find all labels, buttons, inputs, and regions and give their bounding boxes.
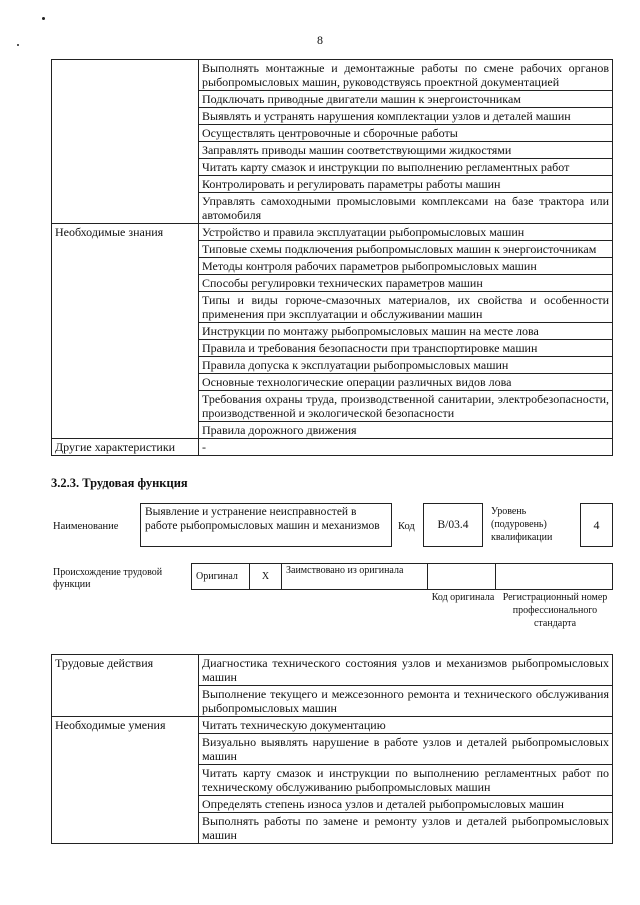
list-item: Читать карту смазок и инструкции по выполнению регламентных работ по техническому обслуживанию рыбопромысловых машин bbox=[199, 765, 612, 796]
borrowed-label: Заимствовано из оригинала bbox=[282, 564, 428, 589]
list-item: Устройство и правила эксплуатации рыбопромысловых машин bbox=[199, 224, 612, 241]
list-item: Выявлять и устранять нарушения комплектации узлов и деталей машин bbox=[199, 108, 612, 125]
original-code-cell bbox=[428, 564, 496, 589]
list-item: Подключать приводные двигатели машин к энергоисточникам bbox=[199, 91, 612, 108]
list-item: Читать техническую документацию bbox=[199, 717, 612, 734]
list-item: Заправлять приводы машин соответствующими жидкостями bbox=[199, 142, 612, 159]
level-value-box: 4 bbox=[580, 503, 613, 547]
list-item: Осуществлять центровочные и сборочные работы bbox=[199, 125, 612, 142]
table-row bbox=[52, 224, 613, 439]
original-code-caption: Код оригинала bbox=[431, 592, 495, 603]
code-label: Код bbox=[398, 521, 415, 532]
list-item: Правила допуска к эксплуатации рыбопромысловых машин bbox=[199, 357, 612, 374]
function-name-box: Выявление и устранение неисправностей в работе рыбопромысловых машин и механизмов bbox=[140, 503, 392, 547]
knowledge-label: Необходимые знания bbox=[52, 224, 199, 439]
items-cell bbox=[199, 60, 613, 224]
other-value: - bbox=[202, 440, 206, 454]
scan-speck bbox=[42, 17, 45, 20]
skills-label: Необходимые умения bbox=[52, 717, 199, 844]
empty-label-cell bbox=[52, 60, 199, 224]
original-label: Оригинал bbox=[192, 564, 250, 589]
list-item: Выполнять монтажные и демонтажные работы по смене рабочих органов рыбопромысловых машин, руководствуясь проектной документацией bbox=[199, 60, 612, 91]
list-item: Способы регулировки технических параметров машин bbox=[199, 275, 612, 292]
items-cell bbox=[199, 439, 613, 456]
code-value-box: B/03.4 bbox=[423, 503, 483, 547]
list-item: Визуально выявлять нарушение в работе узлов и деталей рыбопромысловых машин bbox=[199, 734, 612, 765]
list-item: Диагностика технического состояния узлов и механизмов рыбопромысловых машин bbox=[199, 655, 612, 686]
section-title: 3.2.3. Трудовая функция bbox=[51, 476, 188, 490]
reg-number-cell bbox=[496, 564, 612, 589]
list-item: Правила дорожного движения bbox=[202, 423, 357, 437]
origin-row bbox=[191, 563, 613, 590]
list-item: Управлять самоходными промысловыми комплексами на базе трактора или автомобиля bbox=[202, 194, 609, 222]
other-label: Другие характеристики bbox=[52, 439, 199, 456]
top-requirements-table bbox=[51, 59, 613, 456]
list-item: Определять степень износа узлов и деталей рыбопромысловых машин bbox=[199, 796, 612, 813]
list-item: Методы контроля рабочих параметров рыбопромысловых машин bbox=[199, 258, 612, 275]
list-item: Типы и виды горюче-смазочных материалов, их свойства и особенности применения при эксплуатации и обслуживании машин bbox=[199, 292, 612, 323]
page-number: 8 bbox=[317, 33, 323, 47]
origin-label: Происхождение трудовой функции bbox=[53, 567, 163, 590]
items-cell bbox=[199, 717, 613, 844]
list-item: Правила и требования безопасности при транспортировке машин bbox=[199, 340, 612, 357]
list-item: Выполнение текущего и межсезонного ремонта и технического обслуживания рыбопромысловых машин bbox=[202, 687, 609, 715]
original-mark: X bbox=[250, 564, 282, 589]
list-item: Типовые схемы подключения рыбопромысловых машин к энергоисточникам bbox=[199, 241, 612, 258]
items-cell bbox=[199, 224, 613, 439]
list-item: Требования охраны труда, производственной санитарии, электробезопасности, производственной и экологической безопасности bbox=[199, 391, 612, 422]
bottom-requirements-table bbox=[51, 654, 613, 844]
items-cell bbox=[199, 655, 613, 717]
table-row bbox=[52, 439, 613, 456]
table-row bbox=[52, 717, 613, 844]
list-item: Контролировать и регулировать параметры работы машин bbox=[199, 176, 612, 193]
table-row bbox=[52, 655, 613, 717]
list-item: Основные технологические операции различных видов лова bbox=[199, 374, 612, 391]
name-label: Наименование bbox=[53, 521, 119, 532]
level-label: Уровень (подуровень) квалификации bbox=[491, 506, 553, 543]
reg-number-caption: Регистрационный номер профессионального стандарта bbox=[502, 592, 608, 629]
list-item: Инструкции по монтажу рыбопромысловых машин на месте лова bbox=[199, 323, 612, 340]
actions-label: Трудовые действия bbox=[52, 655, 199, 717]
table-row bbox=[52, 60, 613, 224]
list-item: Читать карту смазок и инструкции по выполнению регламентных работ bbox=[199, 159, 612, 176]
list-item: Выполнять работы по замене и ремонту узлов и деталей рыбопромысловых машин bbox=[202, 814, 609, 842]
